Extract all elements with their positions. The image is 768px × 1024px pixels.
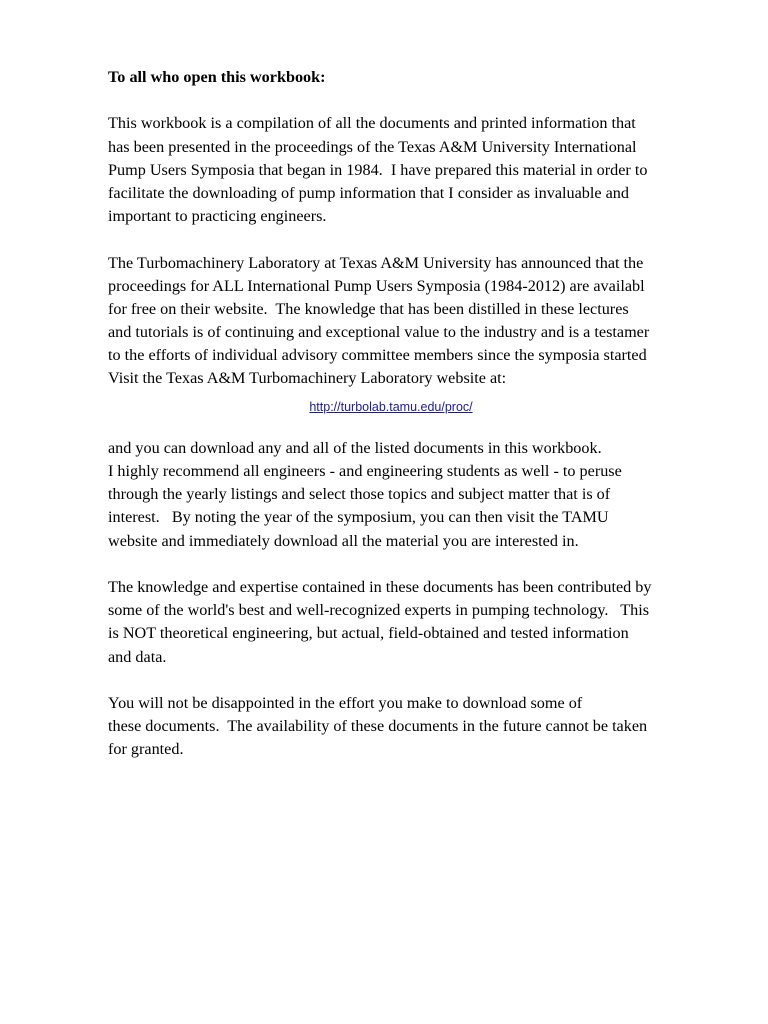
turbolab-proceedings-link[interactable]: http://turbolab.tamu.edu/proc/ xyxy=(309,399,473,414)
paragraph-download xyxy=(108,437,694,553)
paragraph-line: and tutorials is of continuing and exceptional value to the industry and is a testamer xyxy=(108,323,650,342)
paragraph-gap xyxy=(108,228,694,251)
paragraph-line: these documents. The availability of these documents in the future cannot be taken xyxy=(108,717,648,736)
link-row xyxy=(108,396,694,419)
paragraph-intro xyxy=(108,112,694,228)
paragraph-gap xyxy=(108,89,694,112)
paragraph-line: through the yearly listings and select those topics and subject matter that is of xyxy=(108,485,611,504)
paragraph-line: has been presented in the proceedings of the Texas A&M University International xyxy=(108,137,637,156)
paragraph-line: The Turbomachinery Laboratory at Texas A&M University has announced that the xyxy=(108,253,644,272)
paragraph-closing xyxy=(108,692,694,762)
paragraph-line: proceedings for ALL International Pump Users Symposia (1984-2012) are availabl xyxy=(108,276,645,295)
paragraph-line: for granted. xyxy=(108,740,184,759)
paragraph-line: This workbook is a compilation of all the documents and printed information that xyxy=(108,114,636,133)
paragraph-expertise xyxy=(108,576,694,669)
paragraph-line: important to practicing engineers. xyxy=(108,207,327,226)
paragraph-line: to the efforts of individual advisory committee members since the symposia started xyxy=(108,346,647,365)
paragraph-line: The knowledge and expertise contained in these documents has been contributed by xyxy=(108,577,652,596)
paragraph-line: for free on their website. The knowledge that has been distilled in these lectures xyxy=(108,299,629,318)
paragraph-line: Visit the Texas A&M Turbomachinery Laboratory website at: xyxy=(108,369,507,388)
paragraph-line: interest. By noting the year of the symposium, you can then visit the TAMU xyxy=(108,508,609,527)
paragraph-line: facilitate the downloading of pump information that I consider as invaluable and xyxy=(108,183,629,202)
paragraph-gap xyxy=(108,669,694,692)
document-heading: To all who open this workbook: xyxy=(108,68,326,86)
paragraph-turbolab xyxy=(108,252,694,391)
paragraph-line: some of the world's best and well-recognized experts in pumping technology. This xyxy=(108,601,650,620)
paragraph-line: and you can download any and all of the listed documents in this workbook. xyxy=(108,438,602,457)
paragraph-line: and data. xyxy=(108,647,167,666)
paragraph-line: You will not be disappointed in the effort you make to download some of xyxy=(108,693,583,712)
paragraph-line: I highly recommend all engineers - and engineering students as well - to peruse xyxy=(108,462,622,480)
paragraph-line: website and immediately download all the material you are interested in. xyxy=(108,531,579,550)
document-page xyxy=(108,66,694,761)
paragraph-line: Pump Users Symposia that began in 1984. I have prepared this material in order to xyxy=(108,160,648,179)
paragraph-line: is NOT theoretical engineering, but actual, field-obtained and tested information xyxy=(108,624,629,643)
paragraph-gap xyxy=(108,553,694,576)
